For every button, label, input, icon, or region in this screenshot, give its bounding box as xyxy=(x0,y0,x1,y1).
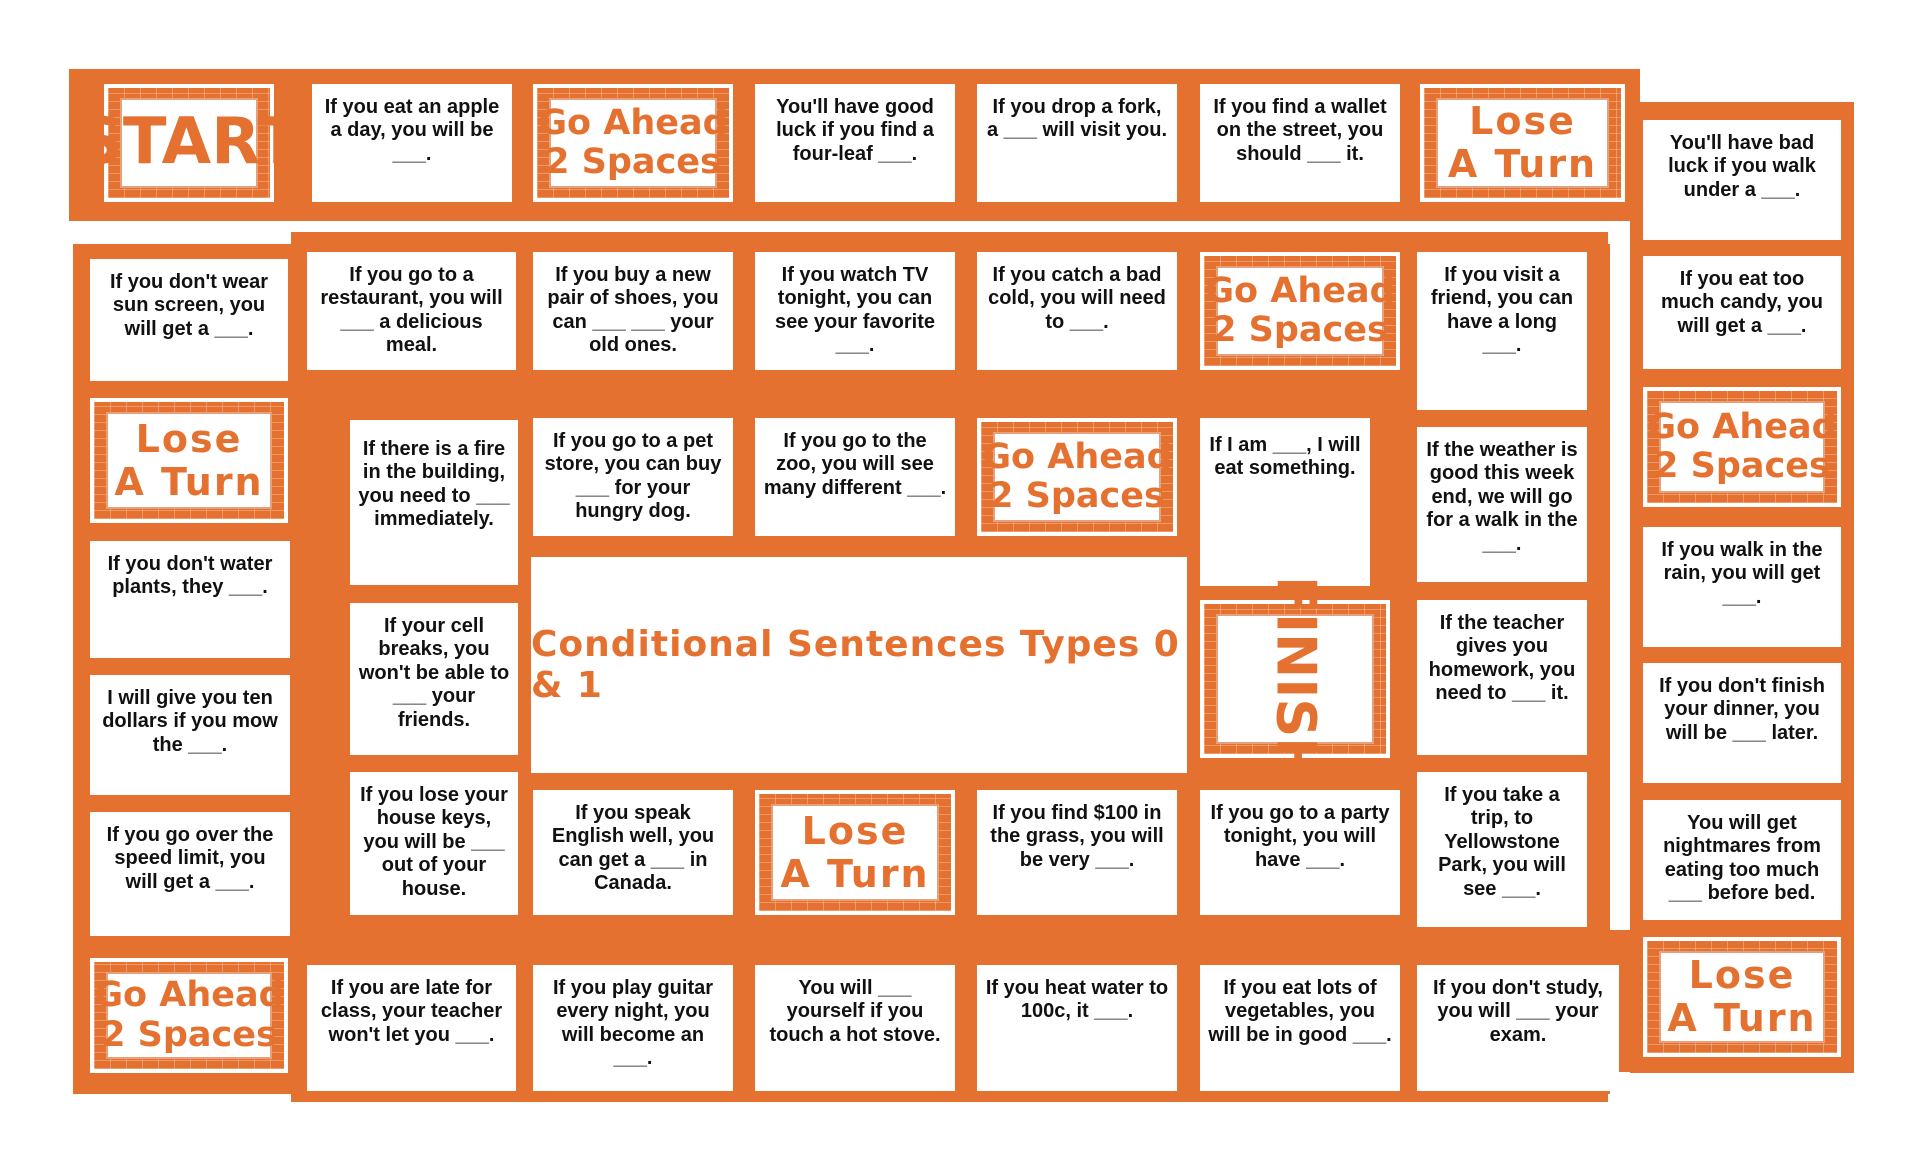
question-text: If you find a wallet on the street, you should ___ it. xyxy=(1213,96,1387,165)
question-square xyxy=(533,252,733,370)
question-text: If you don't water plants, they ___. xyxy=(107,553,273,599)
question-text: If you eat an apple a day, you will be ___. xyxy=(324,96,500,165)
start-square xyxy=(76,84,302,202)
go-ahead-spaces-label: 2 Spaces xyxy=(545,142,721,182)
question-square xyxy=(1643,120,1841,240)
lose-label: Lose xyxy=(1688,953,1796,998)
question-square xyxy=(350,772,518,915)
go-ahead-spaces-label: 2 Spaces xyxy=(101,1014,277,1055)
question-text: If you go to a restaurant, you will ___ a delicious meal. xyxy=(320,264,503,357)
question-square xyxy=(977,965,1177,1091)
question-text: If you go to a party tonight, you will have ___. xyxy=(1210,802,1390,871)
question-square xyxy=(977,84,1177,202)
question-text: I will give you ten dollars if you mow the ___. xyxy=(102,687,278,756)
question-square xyxy=(755,252,955,370)
go-ahead-square xyxy=(533,84,733,202)
lose-turn-square xyxy=(1420,84,1625,202)
question-square xyxy=(350,420,518,585)
question-text: If there is a fire in the building, you need to ___ immediately. xyxy=(358,438,510,531)
question-square xyxy=(977,252,1177,370)
question-square xyxy=(1643,663,1841,783)
lose-turn-square xyxy=(90,398,288,523)
question-square xyxy=(1200,790,1400,915)
question-square xyxy=(1643,527,1841,647)
question-square xyxy=(90,541,290,658)
question-text: If you lose your house keys, you will be ___ out of your house. xyxy=(360,784,508,900)
go-ahead-label: Go Ahead xyxy=(1647,406,1837,447)
question-text: If you drop a fork, a ___ will visit you. xyxy=(986,96,1168,142)
go-ahead-label: Go Ahead xyxy=(94,975,284,1016)
question-text: If you speak English well, you can get a ___ in Canada. xyxy=(551,802,715,895)
start-label: START xyxy=(76,105,302,180)
question-square xyxy=(1417,427,1587,582)
question-text: If you go to a pet store, you can buy ___ for your hungry dog. xyxy=(544,430,722,523)
question-square xyxy=(755,84,955,202)
question-text: If the teacher gives you homework, you need to ___ it. xyxy=(1428,612,1576,705)
question-square xyxy=(1417,252,1587,410)
a-turn-label: A Turn xyxy=(1447,142,1598,186)
question-text: You will get nightmares from eating too much ___ before bed. xyxy=(1663,812,1821,905)
question-text: If you find $100 in the grass, you will be very ___. xyxy=(990,802,1164,871)
question-square xyxy=(90,259,288,381)
question-text: You'll have bad luck if you walk under a ___. xyxy=(1668,132,1816,201)
question-square xyxy=(755,418,955,536)
lose-turn-square xyxy=(755,790,955,915)
question-text: If your cell breaks, you won't be able to ___ your friends. xyxy=(358,615,510,731)
question-square xyxy=(312,84,512,202)
question-text: If you don't finish your dinner, you will be ___ later. xyxy=(1659,675,1825,744)
question-text: If you heat water to 100c, it ___. xyxy=(985,977,1169,1023)
question-text: If you go to the zoo, you will see many different ___. xyxy=(763,430,947,499)
lose-label: Lose xyxy=(801,808,909,853)
question-text: If you take a trip, to Yellowstone Park, you will see ___. xyxy=(1438,784,1566,900)
question-text: If you play guitar every night, you will become an ___. xyxy=(552,977,714,1070)
a-turn-label: A Turn xyxy=(780,851,930,896)
question-square xyxy=(533,965,733,1091)
question-text: If you walk in the rain, you will get ___. xyxy=(1661,539,1823,608)
question-square xyxy=(1417,965,1619,1091)
question-square xyxy=(755,965,955,1091)
go-ahead-square xyxy=(977,418,1177,536)
question-text: If you don't wear sun screen, you will get a ___. xyxy=(109,271,269,340)
finish-square xyxy=(1200,575,1390,783)
question-square xyxy=(533,418,733,536)
question-square xyxy=(90,675,290,795)
question-square xyxy=(1200,84,1400,202)
go-ahead-spaces-label: 2 Spaces xyxy=(989,476,1165,516)
a-turn-label: A Turn xyxy=(1667,996,1817,1040)
question-square xyxy=(977,790,1177,915)
question-text: If the weather is good this week end, we will go for a walk in the ___. xyxy=(1426,439,1578,555)
question-square xyxy=(1417,600,1587,755)
board-title xyxy=(531,557,1187,773)
question-text: If you buy a new pair of shoes, you can ___ ___ your old ones. xyxy=(547,264,719,357)
go-ahead-label: Go Ahead xyxy=(538,102,728,143)
question-square xyxy=(307,965,516,1091)
question-square xyxy=(1643,256,1841,369)
question-text: If you don't study, you will ___ your exam. xyxy=(1433,977,1603,1046)
question-square xyxy=(307,252,516,370)
question-text: If you visit a friend, you can have a long ___. xyxy=(1430,264,1574,357)
lose-label: Lose xyxy=(135,416,243,461)
question-square xyxy=(1200,418,1370,586)
question-square xyxy=(1643,800,1841,920)
go-ahead-spaces-label: 2 Spaces xyxy=(1654,446,1830,486)
a-turn-label: A Turn xyxy=(114,459,264,504)
finish-label: FINISH xyxy=(1264,575,1328,783)
question-text: If you eat lots of vegetables, you will be in good ___. xyxy=(1208,977,1392,1046)
question-text: You'll have good luck if you find a four-leaf ___. xyxy=(776,96,934,165)
lose-label: Lose xyxy=(1469,99,1576,144)
question-text: If you catch a bad cold, you will need to ___. xyxy=(988,264,1166,333)
question-text: If you are late for class, your teacher won't let you ___. xyxy=(320,977,503,1046)
question-text: You will ___ yourself if you touch a hot stove. xyxy=(769,977,941,1046)
question-square xyxy=(1417,772,1587,927)
go-ahead-label: Go Ahead xyxy=(982,436,1172,477)
question-text: If you watch TV tonight, you can see your favorite ___. xyxy=(774,264,936,357)
lose-turn-square xyxy=(1643,937,1841,1057)
go-ahead-label: Go Ahead xyxy=(1205,270,1395,311)
go-ahead-square xyxy=(1200,252,1400,370)
go-ahead-square xyxy=(90,958,288,1073)
question-square xyxy=(90,812,290,936)
question-square xyxy=(350,603,518,755)
question-square xyxy=(533,790,733,915)
question-text: If you go over the speed limit, you will get a ___. xyxy=(106,824,274,893)
board-title-text: Conditional Sentences Types 0 & 1 xyxy=(531,624,1180,706)
go-ahead-spaces-label: 2 Spaces xyxy=(1212,310,1388,350)
question-square xyxy=(1200,965,1400,1091)
go-ahead-square xyxy=(1643,387,1841,507)
question-text: If you eat too much candy, you will get a ___. xyxy=(1661,268,1823,337)
question-text: If I am ___, I will eat something. xyxy=(1209,434,1361,480)
